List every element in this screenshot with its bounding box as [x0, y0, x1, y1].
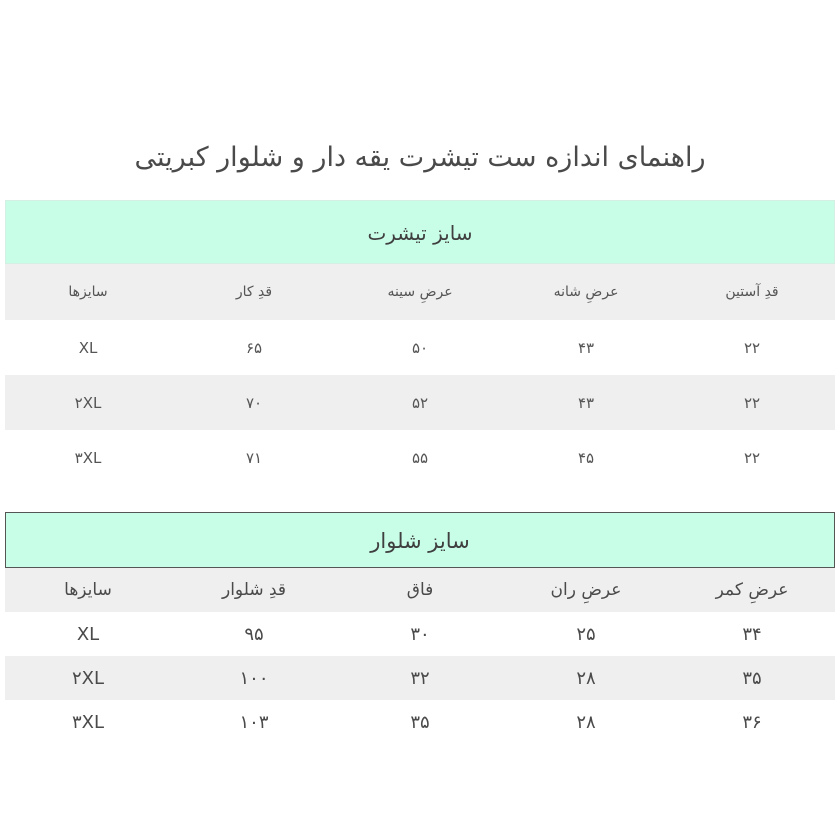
- table-cell: ۳۰: [410, 623, 430, 645]
- table-cell: ۵۰: [411, 338, 429, 357]
- table-cell: ۲۲: [743, 338, 761, 357]
- table-cell: ۶۵: [245, 338, 263, 357]
- table-cell: ۴۵: [577, 448, 595, 467]
- table-cell: ۲۵: [576, 623, 596, 645]
- table-row: [5, 700, 835, 744]
- page-title: راهنمای اندازه ست تیشرت یقه دار و شلوار کبریتی: [134, 142, 706, 173]
- table-cell: ۳۵: [742, 667, 762, 689]
- table-cell: ۳XL: [74, 448, 102, 467]
- pants-size-table: [5, 512, 835, 744]
- header-sleeve-length: قدِ آستین: [725, 284, 779, 300]
- table-cell: ۲۸: [576, 711, 596, 733]
- table-cell: ۷۱: [245, 448, 263, 467]
- table-cell: ۳۵: [410, 711, 430, 733]
- table-cell: XL: [78, 338, 98, 357]
- header-shoulder-width: عرضِ شانه: [553, 284, 619, 300]
- header-body-length: قدِ کار: [235, 284, 273, 300]
- header-sizes: سایزها: [64, 580, 112, 600]
- table-row: [5, 656, 835, 700]
- table-cell: ۳۶: [742, 711, 762, 733]
- table-cell: ۴۳: [577, 338, 595, 357]
- table-cell: ۱۰۳: [239, 711, 269, 733]
- header-waist-width: عرضِ کمر: [715, 580, 789, 600]
- table-cell: ۳۲: [410, 667, 430, 689]
- header-pants-length: قدِ شلوار: [221, 580, 287, 600]
- shirt-size-table: [5, 200, 835, 485]
- table-row: [5, 612, 835, 656]
- header-chest-width: عرضِ سینه: [387, 284, 453, 300]
- table-cell: ۲XL: [71, 667, 105, 689]
- table-cell: ۴۳: [577, 393, 595, 412]
- table-cell: ۲۸: [576, 667, 596, 689]
- table-cell: ۱۰۰: [239, 667, 269, 689]
- table-cell: ۷۰: [245, 393, 263, 412]
- table-row: [5, 430, 835, 485]
- shirt-table-title: سایز تیشرت: [5, 200, 835, 264]
- table-cell: ۳XL: [71, 711, 105, 733]
- header-thigh-width: عرضِ ران: [550, 580, 622, 600]
- shirt-table-header-row: [5, 264, 835, 320]
- table-cell: ۲۲: [743, 393, 761, 412]
- table-cell: ۳۴: [742, 623, 762, 645]
- header-sizes: سایزها: [68, 284, 108, 300]
- table-cell: ۲XL: [74, 393, 102, 412]
- header-rise: فاق: [406, 580, 434, 600]
- table-cell: ۲۲: [743, 448, 761, 467]
- pants-table-title: سایز شلوار: [5, 512, 835, 568]
- table-cell: XL: [76, 623, 100, 645]
- table-cell: ۹۵: [244, 623, 264, 645]
- table-row: [5, 375, 835, 430]
- table-row: [5, 320, 835, 375]
- pants-table-header-row: [5, 568, 835, 612]
- table-cell: ۵۲: [411, 393, 429, 412]
- table-cell: ۵۵: [411, 448, 429, 467]
